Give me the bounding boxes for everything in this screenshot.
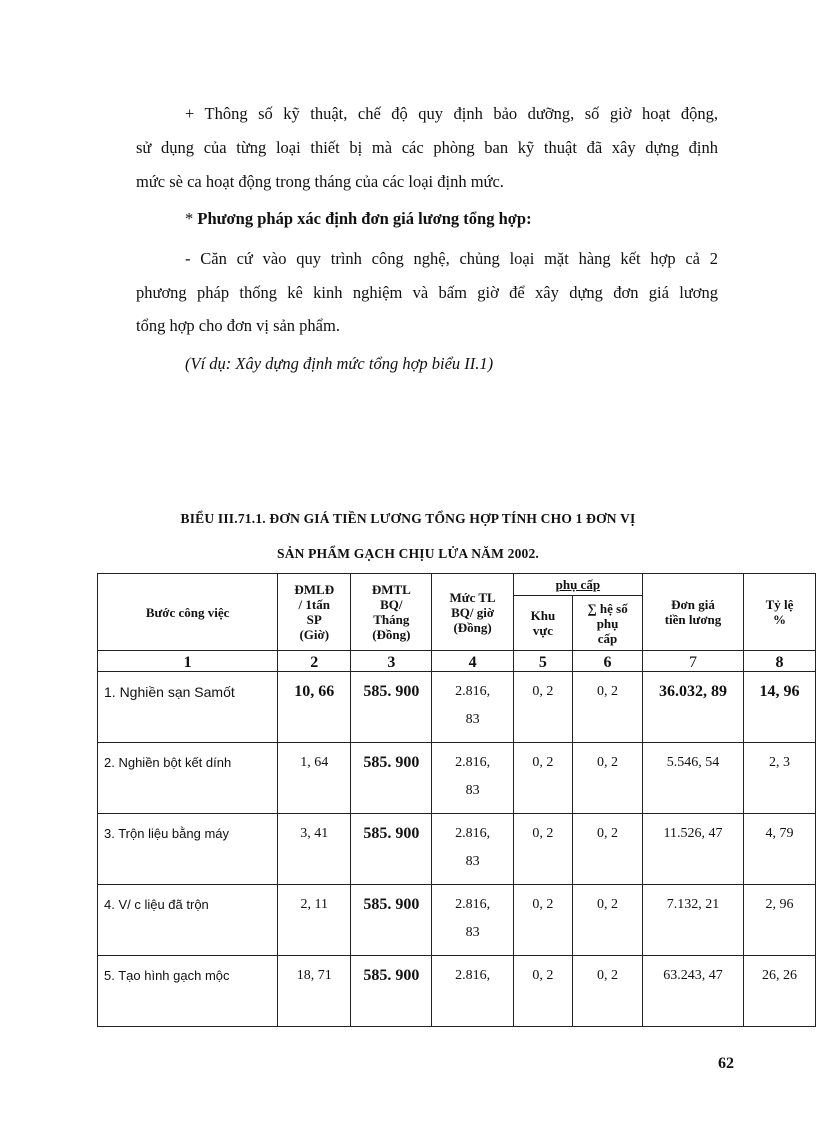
cell-task: 5. Tạo hình gạch mộc [98, 956, 278, 1027]
cell-khu: 0, 2 [513, 956, 572, 1027]
col-num: 3 [351, 651, 432, 672]
heading-bullet: * [185, 209, 198, 228]
cell-task: 2. Nghiền bột kết dính [98, 743, 278, 814]
table-row [98, 885, 816, 956]
cell-muc: 2.816, 83 [432, 885, 513, 956]
cell-heso: 0, 2 [573, 885, 643, 956]
cell-khu: 0, 2 [513, 885, 572, 956]
cell-muc: 2.816, 83 [432, 672, 513, 743]
cell-muc: 2.816, 83 [432, 743, 513, 814]
header-khu-vuc: Khu vực [513, 596, 572, 651]
cell-dmld: 2, 11 [278, 885, 351, 956]
table-row [98, 956, 816, 1027]
cell-dongia: 7.132, 21 [642, 885, 743, 956]
cell-tyle: 4, 79 [744, 814, 816, 885]
cell-heso: 0, 2 [573, 814, 643, 885]
table-row [98, 743, 816, 814]
cell-dmtl: 585. 900 [351, 885, 432, 956]
section-heading [185, 209, 767, 229]
paragraph-2-line-1: - Căn cứ vào quy trình công nghệ, chủng loại mặt hàng kết hợp cả 2 [185, 249, 718, 268]
cell-dmld: 3, 41 [278, 814, 351, 885]
cell-dmtl: 585. 900 [351, 672, 432, 743]
table-caption-line-1: BIỂU III.71.1. ĐƠN GIÁ TIỀN LƯƠNG TỔNG HỢP TÍNH CHO 1 ĐƠN VỊ [180, 511, 636, 526]
cell-heso: 0, 2 [573, 743, 643, 814]
wage-table [97, 573, 816, 1027]
cell-muc: 2.816, [432, 956, 513, 1027]
cell-dongia: 11.526, 47 [642, 814, 743, 885]
table-row [98, 814, 816, 885]
cell-heso: 0, 2 [573, 956, 643, 1027]
header-dmld: ĐMLĐ / 1tấn SP (Giờ) [278, 574, 351, 651]
cell-khu: 0, 2 [513, 814, 572, 885]
example-note: (Ví dụ: Xây dựng định mức tổng hợp biểu II.1) [185, 354, 494, 373]
cell-dmld: 10, 66 [278, 672, 351, 743]
cell-muc: 2.816, 83 [432, 814, 513, 885]
header-he-so: ∑ hệ số phụ cấp [573, 596, 643, 651]
header-phu-cap: phụ cấp [513, 574, 642, 596]
column-number-row [98, 651, 816, 672]
col-num: 8 [744, 651, 816, 672]
cell-dongia: 63.243, 47 [642, 956, 743, 1027]
page-number: 62 [718, 1055, 734, 1072]
cell-dongia: 36.032, 89 [642, 672, 743, 743]
cell-tyle: 14, 96 [744, 672, 816, 743]
col-num: 6 [573, 651, 643, 672]
table-caption-line-2: SẢN PHẨM GẠCH CHỊU LỬA NĂM 2002. [276, 546, 540, 561]
cell-tyle: 26, 26 [744, 956, 816, 1027]
cell-heso: 0, 2 [573, 672, 643, 743]
paragraph-1-line-1: + Thông số kỹ thuật, chế độ quy định bảo dưỡng, số giờ hoạt động, [185, 104, 718, 123]
cell-tyle: 2, 96 [744, 885, 816, 956]
paragraph-1-line-2: sử dụng của từng loại thiết bị mà các phòng ban kỹ thuật đã xây dựng định [136, 138, 718, 157]
col-num: 7 [642, 651, 743, 672]
col-num: 1 [98, 651, 278, 672]
cell-dmtl: 585. 900 [351, 956, 432, 1027]
cell-dmtl: 585. 900 [351, 743, 432, 814]
paragraph-1-line-3: mức sè ca hoạt động trong tháng của các loại định mức. [136, 172, 504, 191]
table-row [98, 672, 816, 743]
cell-task: 1. Nghiền sạn Samốt [98, 672, 278, 743]
header-muc-tl: Mức TL BQ/ giờ (Đồng) [432, 574, 513, 651]
col-num: 4 [432, 651, 513, 672]
paragraph-2-line-3: tổng hợp cho đơn vị sản phẩm. [136, 316, 340, 335]
col-num: 2 [278, 651, 351, 672]
paragraph-2-line-2: phương pháp thống kê kinh nghiệm và bấm giờ để xây dựng đơn giá lương [136, 283, 718, 302]
cell-khu: 0, 2 [513, 672, 572, 743]
cell-tyle: 2, 3 [744, 743, 816, 814]
heading-text: Phương pháp xác định đơn giá lương tổng hợp: [197, 209, 532, 228]
header-row-1 [98, 574, 816, 596]
cell-task: 4. V/ c liệu đã trộn [98, 885, 278, 956]
col-num: 5 [513, 651, 572, 672]
cell-dmld: 1, 64 [278, 743, 351, 814]
cell-task: 3. Trộn liệu bằng máy [98, 814, 278, 885]
cell-dongia: 5.546, 54 [642, 743, 743, 814]
header-ty-le: Tỷ lệ % [744, 574, 816, 651]
header-dmtl: ĐMTL BQ/ Tháng (Đồng) [351, 574, 432, 651]
cell-khu: 0, 2 [513, 743, 572, 814]
header-task: Bước công việc [98, 574, 278, 651]
header-don-gia: Đơn giá tiền lương [642, 574, 743, 651]
cell-dmld: 18, 71 [278, 956, 351, 1027]
cell-dmtl: 585. 900 [351, 814, 432, 885]
